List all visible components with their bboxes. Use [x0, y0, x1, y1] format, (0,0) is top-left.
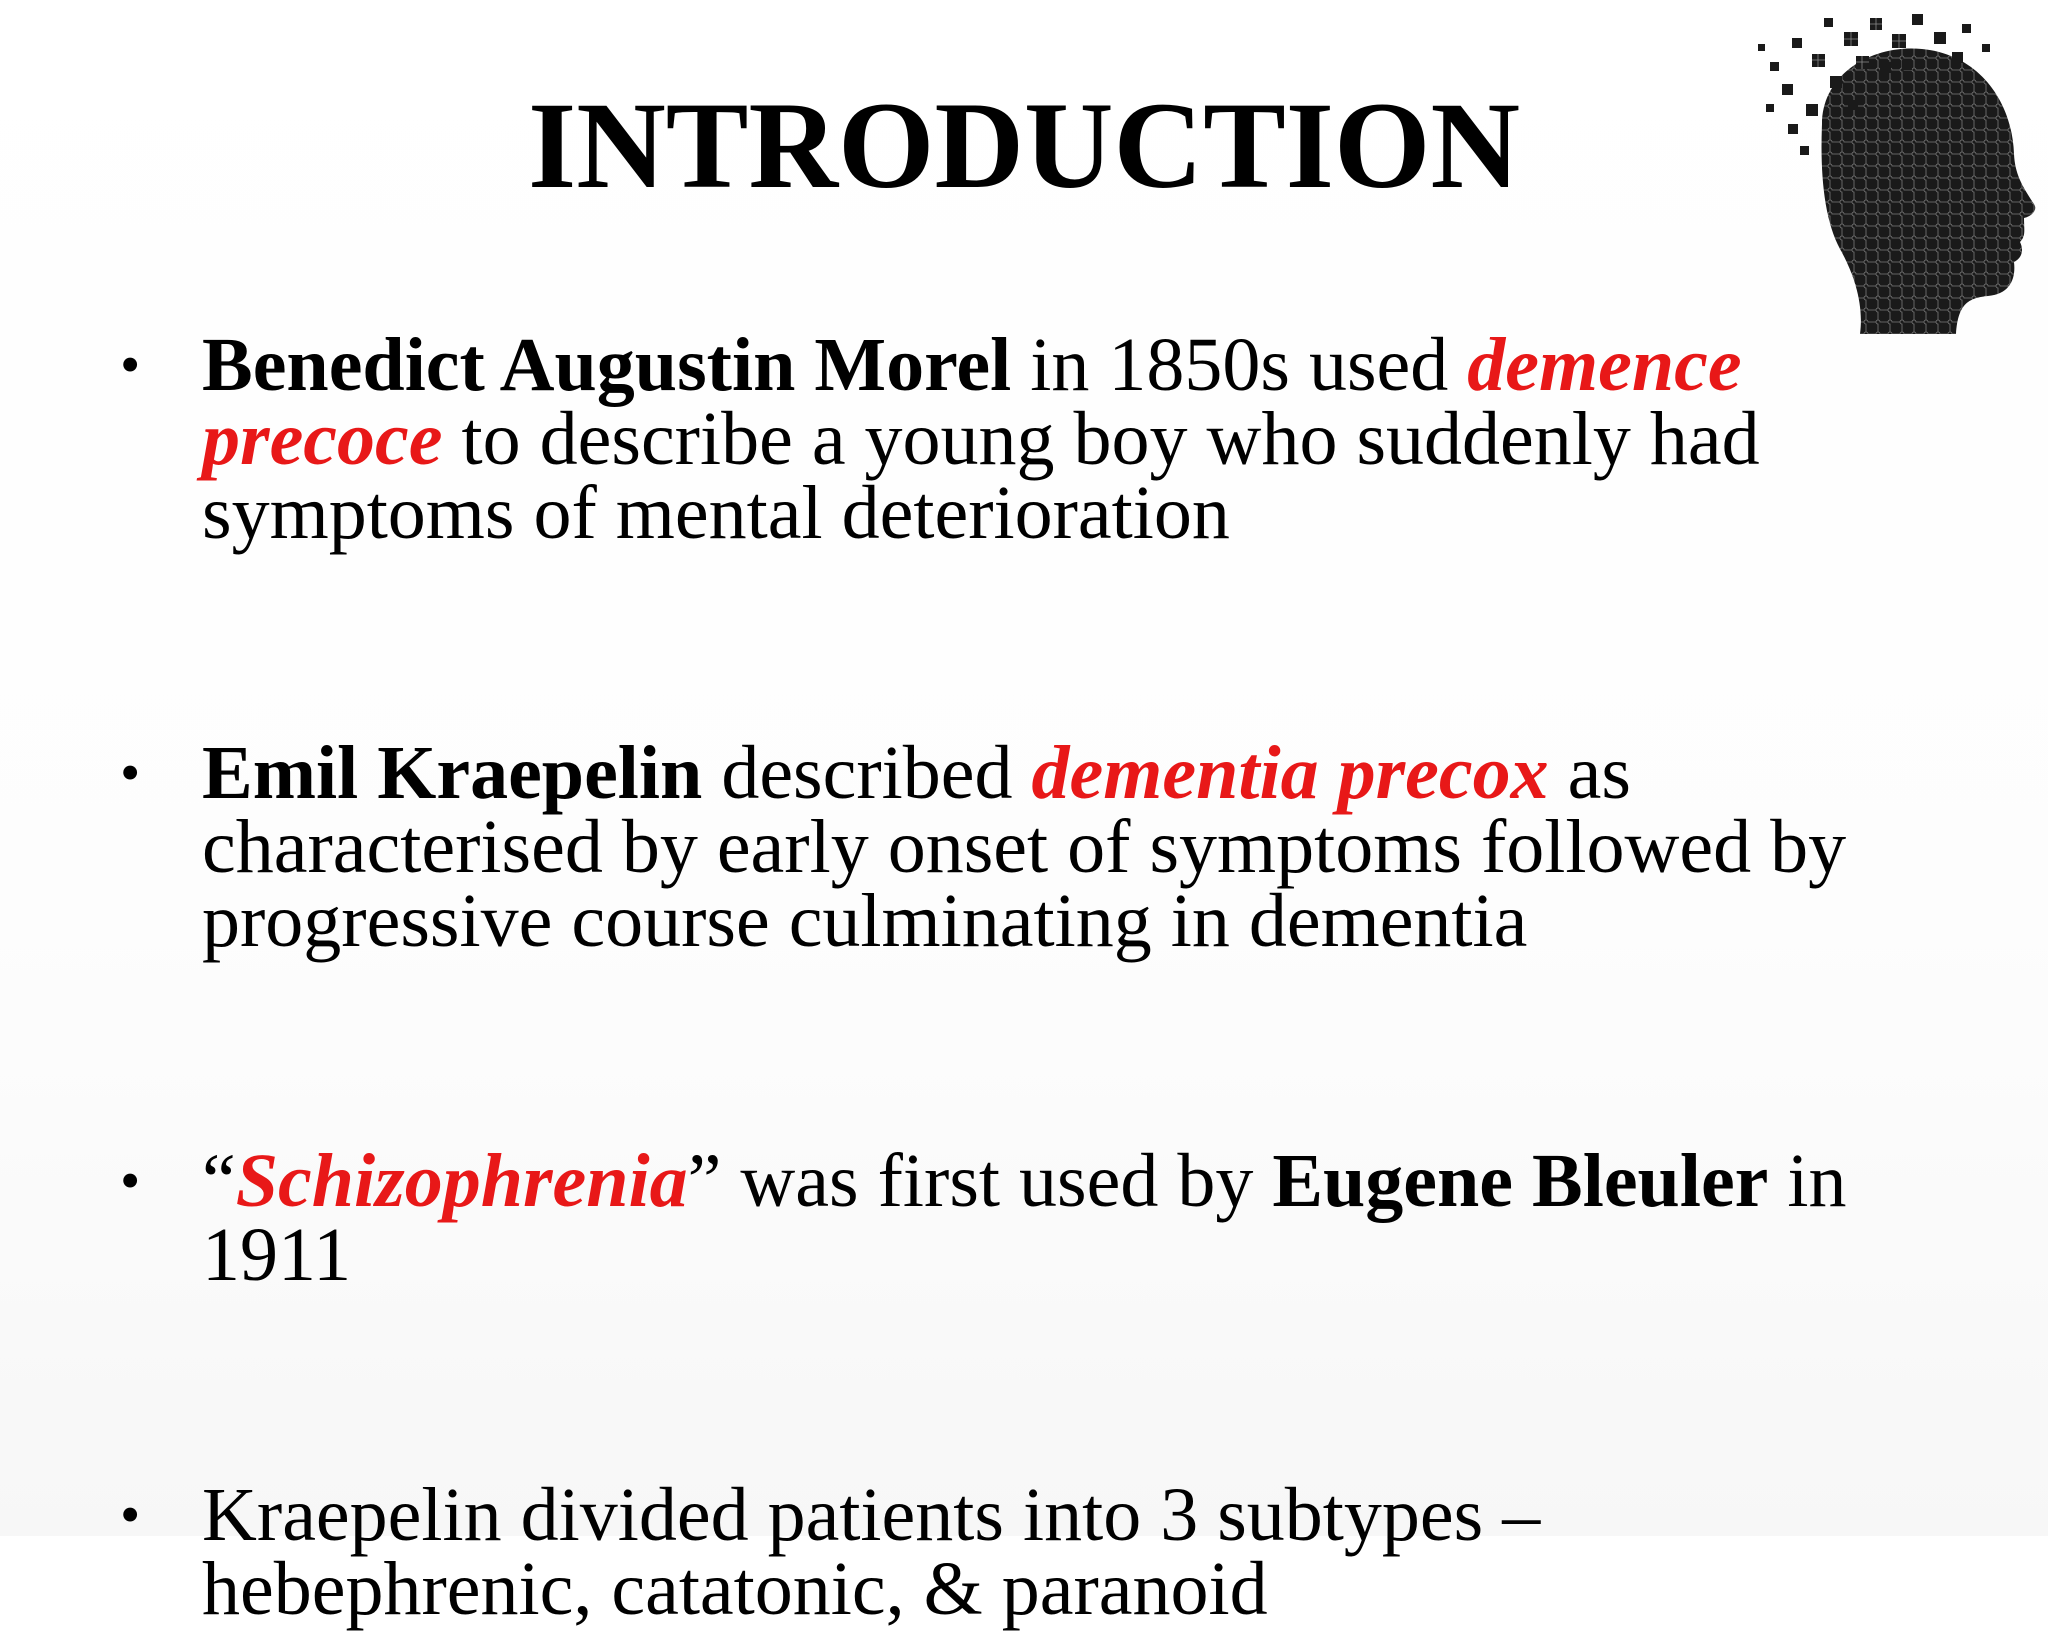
bullet-item-subtypes: [120, 1473, 1920, 1631]
slide-title: INTRODUCTION: [527, 77, 1521, 214]
bullet-item-kraepelin: [120, 731, 1920, 963]
bullet-marker: •: [120, 332, 141, 397]
bullet-text-bold: Eugene Bleuler: [1272, 1139, 1769, 1223]
puzzle-head-icon: [1752, 4, 2038, 334]
bullet-text-highlight: Schizophrenia: [235, 1139, 688, 1223]
bullet-text: described: [702, 731, 1032, 815]
bullet-text-highlight: dementia precox: [1031, 731, 1549, 815]
bullet-text: to describe a young boy who suddenly had symptoms of mental deterioration: [202, 397, 1760, 555]
bullet-text-bold: Emil Kraepelin: [202, 731, 703, 815]
bullet-marker: •: [120, 1482, 141, 1547]
bullet-text: ” was first used by: [687, 1139, 1273, 1223]
bullet-item-morel: [120, 323, 1920, 555]
bullet-text: Kraepelin divided patients into 3 subtypes – hebephrenic, catatonic, & paranoid: [202, 1473, 1541, 1631]
bullet-text-highlight: demence precoce: [202, 323, 1742, 481]
bullet-text-bold: Benedict Augustin Morel: [202, 323, 1012, 407]
bullet-item-bleuler: [120, 1139, 1920, 1297]
bullet-text: as characterised by early onset of symptoms followed by progressive course culminating in dementia: [202, 731, 1847, 963]
bullet-marker: •: [120, 740, 141, 805]
bullet-text: in 1911: [202, 1139, 1847, 1297]
bullet-text: “: [202, 1139, 236, 1223]
bullet-marker: •: [120, 1148, 141, 1213]
bullet-list: [120, 323, 1920, 1631]
bullet-text: in 1850s used: [1011, 323, 1468, 407]
